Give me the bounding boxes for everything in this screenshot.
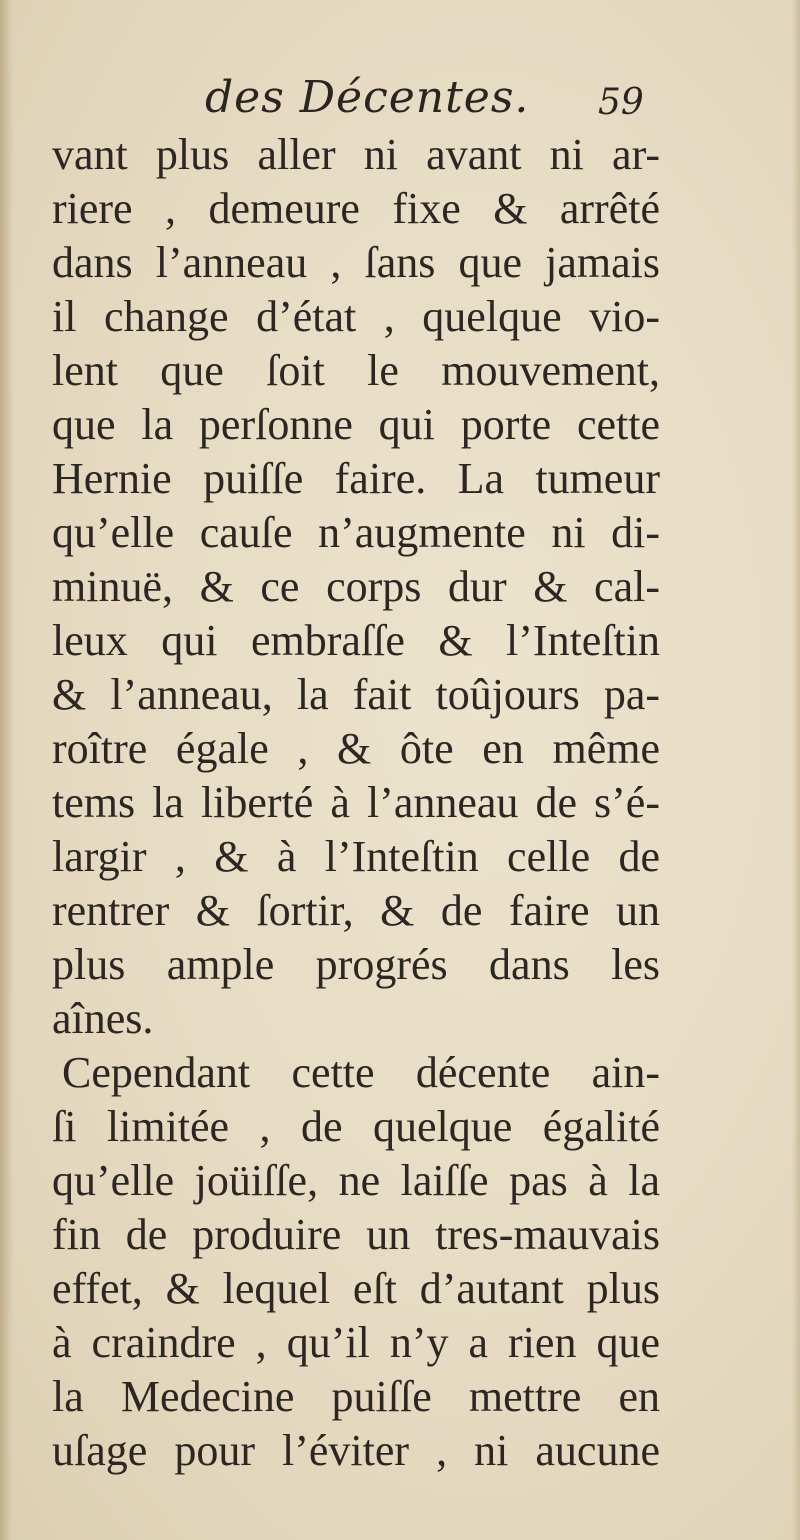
text-line: Hernie puiſſe faire. La tumeur <box>52 454 660 503</box>
text-line: dans l’anneau , ſans que jamais <box>52 238 660 287</box>
text-line: vant plus aller ni avant ni ar- <box>52 130 660 179</box>
text-line: la Medecine puiſſe mettre en <box>52 1372 660 1421</box>
page-header <box>0 72 800 132</box>
page-edge-shadow <box>792 0 800 1540</box>
text-line: ſi limitée , de quelque égalité <box>52 1102 660 1151</box>
text-line: qu’elle cauſe n’augmente ni di- <box>52 508 660 557</box>
text-line: minuë, & ce corps dur & cal- <box>52 562 660 611</box>
text-line: à craindre , qu’il n’y a rien que <box>52 1318 660 1367</box>
text-line: plus ample progrés dans les <box>52 940 660 989</box>
text-line: rentrer & ſortir, & de faire un <box>52 886 660 935</box>
text-line: fin de produire un tres-mauvais <box>52 1210 660 1259</box>
text-line: & l’anneau, la fait toûjours pa- <box>52 670 660 719</box>
body-text <box>52 128 660 1478</box>
text-line: uſage pour l’éviter , ni aucune <box>52 1426 660 1475</box>
text-line: aînes. <box>52 994 154 1043</box>
text-line: riere , demeure fixe & arrêté <box>52 184 660 233</box>
text-line: effet, & lequel eſt d’autant plus <box>52 1264 660 1313</box>
binding-edge-shadow <box>0 0 14 1540</box>
text-line: leux qui embraſſe & l’Inteſtin <box>52 616 660 665</box>
running-head: des Décentes. <box>205 72 530 123</box>
text-line: que la perſonne qui porte cette <box>52 400 660 449</box>
text-line: il change d’état , quelque vio- <box>52 292 660 341</box>
text-line: tems la liberté à l’anneau de s’é- <box>52 778 660 827</box>
text-line: qu’elle joüiſſe, ne laiſſe pas à la <box>52 1156 660 1205</box>
text-line: largir , & à l’Inteſtin celle de <box>52 832 660 881</box>
text-line: roître égale , & ôte en même <box>52 724 660 773</box>
text-line: lent que ſoit le mouvement, <box>52 346 660 395</box>
page-number: 59 <box>598 82 644 123</box>
paragraph-start-line: Cependant cette décente ain- <box>62 1048 660 1097</box>
